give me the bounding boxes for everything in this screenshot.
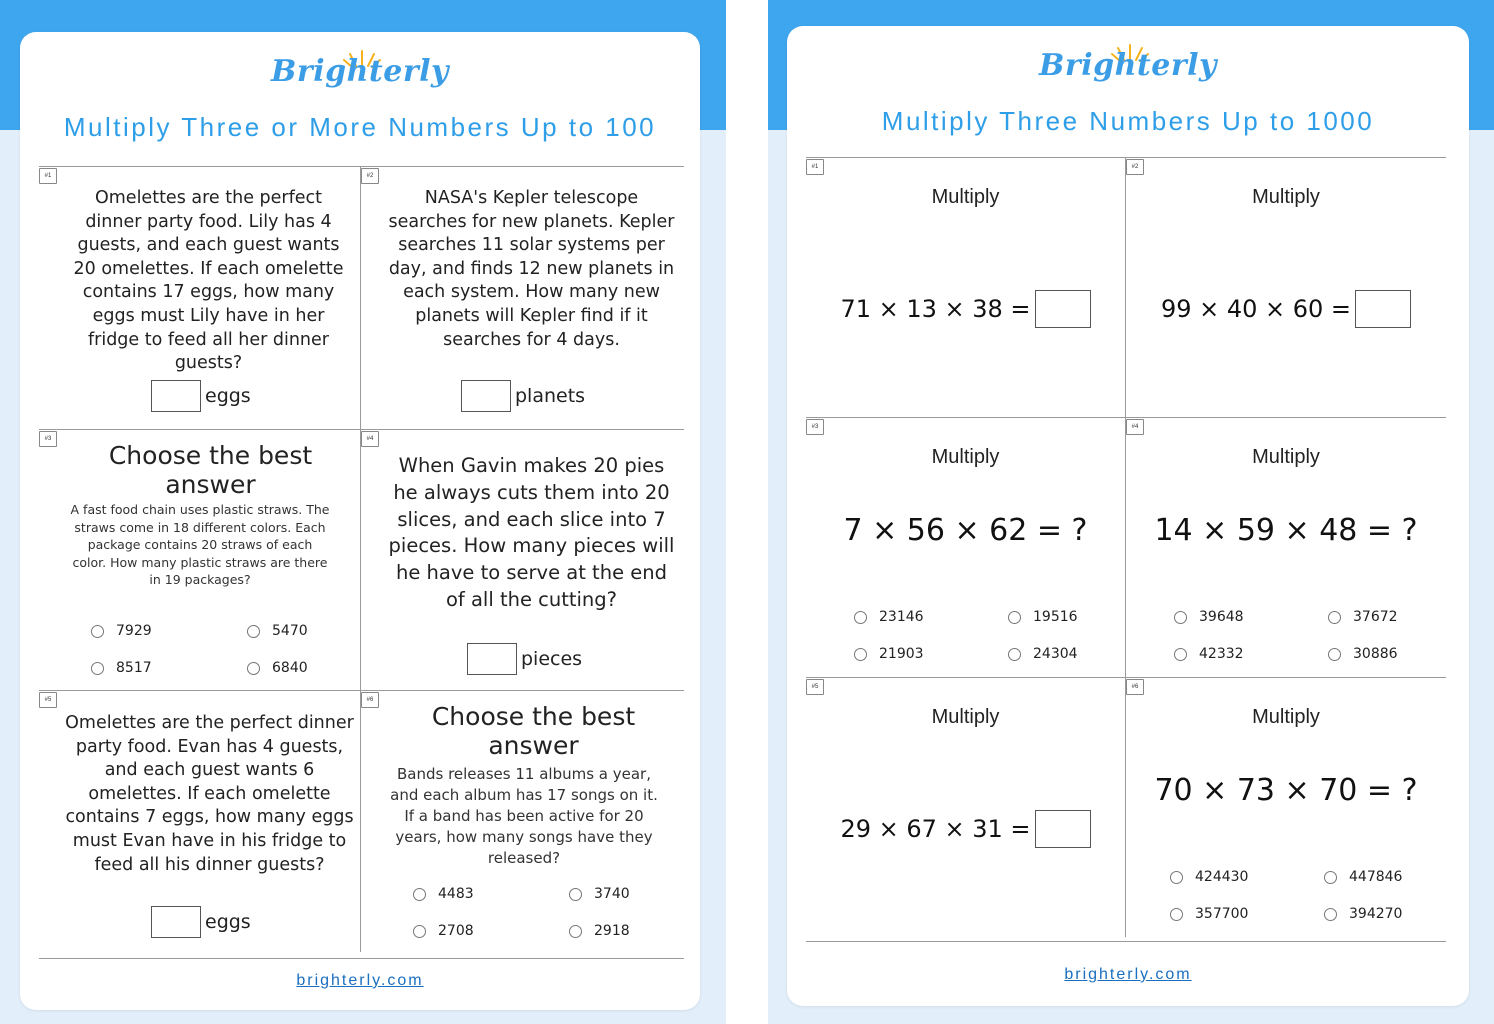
equation-text: 29 × 67 × 31 = — [840, 815, 1031, 843]
problem-number: #2 — [361, 168, 379, 184]
equation — [806, 513, 1125, 548]
problem-number: #5 — [806, 679, 824, 695]
word-problem-text: Omelettes are the perfect dinner party food. Lily has 4 guests, and each guest wants 20 omelettes. If each omelette contains 17 eggs, how many eggs must Lily have in her fridge to feed all her dinner guests? — [73, 188, 344, 374]
brand-logo: Brighterly — [1039, 48, 1217, 83]
radio-button[interactable] — [1328, 611, 1341, 624]
option-label: 8517 — [116, 660, 152, 676]
option-label: 6840 — [272, 660, 308, 676]
answer-input[interactable] — [1355, 290, 1411, 328]
choose-heading: Choose the best answer — [108, 441, 313, 499]
word-problem-text: A fast food chain uses plastic straws. The straws come in 18 different colors. Each package contains 20 straws of each color. How many plastic straws are there in 19 packages? — [70, 502, 330, 588]
equation-text: 70 × 73 × 70 = ? — [1154, 773, 1418, 808]
radio-button[interactable] — [854, 648, 867, 661]
answer-input[interactable] — [1035, 290, 1091, 328]
option-2[interactable] — [1328, 609, 1398, 625]
option-label: 2708 — [438, 923, 474, 939]
radio-button[interactable] — [247, 625, 260, 638]
option-2[interactable] — [1008, 609, 1078, 625]
radio-button[interactable] — [1170, 908, 1183, 921]
option-label: 23146 — [879, 609, 924, 625]
option-label: 39648 — [1199, 609, 1244, 625]
radio-button[interactable] — [1174, 648, 1187, 661]
answer-input[interactable] — [467, 643, 517, 675]
radio-button[interactable] — [247, 662, 260, 675]
equation-text: 99 × 40 × 60 = — [1160, 295, 1352, 323]
option-4[interactable] — [569, 923, 630, 939]
option-label: 447846 — [1349, 869, 1403, 885]
option-2[interactable] — [247, 623, 308, 639]
instruction-label: Multiply — [1252, 706, 1320, 728]
option-3[interactable] — [1170, 906, 1248, 922]
option-3[interactable] — [91, 660, 152, 676]
word-problem-text: NASA's Kepler telescope searches for new planets. Kepler searches 11 solar systems per day, and finds 12 new planets in each system. How many new planets will Kepler find if it searches for 4 days. — [388, 188, 675, 350]
radio-button[interactable] — [1008, 648, 1021, 661]
option-1[interactable] — [413, 886, 474, 902]
brand-logo: Brighterly — [271, 54, 449, 89]
option-1[interactable] — [1174, 609, 1244, 625]
radio-button[interactable] — [91, 625, 104, 638]
problem-number: #1 — [39, 168, 57, 184]
option-4[interactable] — [1008, 646, 1078, 662]
problem-3 — [39, 429, 360, 690]
option-label: 4483 — [438, 886, 474, 902]
answer-input[interactable] — [151, 380, 201, 412]
problem-number: #6 — [1126, 679, 1144, 695]
problem-6 — [361, 690, 684, 952]
option-2[interactable] — [1324, 869, 1402, 885]
option-4[interactable] — [1324, 906, 1402, 922]
problem-5 — [806, 677, 1125, 937]
option-1[interactable] — [1170, 869, 1248, 885]
word-problem-text: Bands releases 11 albums a year, and each album has 17 songs on it. If a band has been active for 20 years, how many songs have they released? — [390, 765, 658, 867]
answer-unit: pieces — [521, 648, 583, 670]
footer-link[interactable]: brighterly.com — [296, 972, 424, 989]
problem-number: #3 — [806, 419, 824, 435]
answer-field — [461, 380, 585, 412]
problem-number: #5 — [39, 692, 57, 708]
radio-button[interactable] — [91, 662, 104, 675]
problem-number: #1 — [806, 159, 824, 175]
option-label: 394270 — [1349, 906, 1403, 922]
problem-4 — [361, 429, 684, 690]
problem-2 — [1126, 157, 1446, 417]
equation — [1126, 773, 1446, 808]
equation — [1126, 290, 1446, 328]
equation-text: 14 × 59 × 48 = ? — [1154, 513, 1418, 548]
problem-number: #3 — [39, 431, 57, 447]
option-2[interactable] — [569, 886, 630, 902]
option-label: 2918 — [594, 923, 630, 939]
equation — [806, 290, 1125, 328]
problem-number: #6 — [361, 692, 379, 708]
instruction-label: Multiply — [931, 706, 1000, 728]
word-problem-text: Omelettes are the perfect dinner party food. Evan has 4 guests, and each guest wants 6 omelettes. If each omelette contains 7 eggs, how many eggs must Evan have in his fridge to feed all his dinner guests? — [65, 713, 354, 875]
answer-input[interactable] — [461, 380, 511, 412]
worksheet-left — [20, 32, 700, 1010]
radio-button[interactable] — [1008, 611, 1021, 624]
divider — [806, 941, 1446, 942]
divider — [39, 958, 684, 959]
equation-text: 7 × 56 × 62 = ? — [843, 513, 1088, 548]
option-3[interactable] — [413, 923, 474, 939]
problem-1 — [39, 166, 360, 429]
worksheet-right — [787, 26, 1469, 1006]
footer-link[interactable]: brighterly.com — [1064, 966, 1192, 983]
radio-button[interactable] — [1170, 871, 1183, 884]
problem-number: #4 — [361, 431, 379, 447]
worksheet-title: Multiply Three or More Numbers Up to 100 — [63, 112, 657, 142]
answer-unit: eggs — [205, 911, 251, 933]
answer-unit: planets — [515, 385, 586, 407]
equation — [1126, 513, 1446, 548]
equation — [806, 810, 1125, 848]
radio-button[interactable] — [1328, 648, 1341, 661]
radio-button[interactable] — [413, 888, 426, 901]
option-4[interactable] — [247, 660, 308, 676]
instruction-label: Multiply — [931, 446, 1000, 468]
radio-button[interactable] — [569, 888, 582, 901]
problem-number: #2 — [1126, 159, 1144, 175]
problem-6 — [1126, 677, 1446, 937]
answer-input[interactable] — [1035, 810, 1091, 848]
answer-field — [151, 906, 251, 938]
instruction-label: Multiply — [931, 186, 1000, 208]
option-label: 7929 — [116, 623, 152, 639]
option-label: 37672 — [1353, 609, 1398, 625]
problem-3 — [806, 417, 1125, 677]
option-4[interactable] — [1328, 646, 1398, 662]
radio-button[interactable] — [1174, 611, 1187, 624]
option-label: 424430 — [1195, 869, 1249, 885]
instruction-label: Multiply — [1252, 446, 1320, 468]
answer-unit: eggs — [205, 385, 251, 407]
option-label: 30886 — [1353, 646, 1398, 662]
radio-button[interactable] — [854, 611, 867, 624]
answer-field — [467, 643, 582, 675]
option-label: 42332 — [1199, 646, 1244, 662]
radio-button[interactable] — [569, 925, 582, 938]
option-label: 357700 — [1195, 906, 1249, 922]
answer-input[interactable] — [151, 906, 201, 938]
problem-1 — [806, 157, 1125, 417]
option-3[interactable] — [1174, 646, 1244, 662]
option-label: 19516 — [1033, 609, 1078, 625]
option-label: 24304 — [1033, 646, 1078, 662]
equation-text: 71 × 13 × 38 = — [840, 295, 1031, 323]
word-problem-text: When Gavin makes 20 pies he always cuts them into 20 slices, and each slice into 7 pieces. How many pieces will he have to serve at the end of all the cutting? — [388, 454, 675, 611]
problem-2 — [361, 166, 684, 429]
choose-heading: Choose the best answer — [431, 702, 636, 760]
problem-number: #4 — [1126, 419, 1144, 435]
radio-button[interactable] — [413, 925, 426, 938]
radio-button[interactable] — [1324, 908, 1337, 921]
option-label: 3740 — [594, 886, 630, 902]
option-label: 21903 — [879, 646, 924, 662]
option-3[interactable] — [854, 646, 924, 662]
problem-4 — [1126, 417, 1446, 677]
option-1[interactable] — [91, 623, 152, 639]
answer-field — [151, 380, 251, 412]
worksheet-title: Multiply Three Numbers Up to 1000 — [881, 106, 1375, 136]
radio-button[interactable] — [1324, 871, 1337, 884]
problem-5 — [39, 690, 360, 952]
instruction-label: Multiply — [1252, 186, 1320, 208]
option-label: 5470 — [272, 623, 308, 639]
option-1[interactable] — [854, 609, 924, 625]
